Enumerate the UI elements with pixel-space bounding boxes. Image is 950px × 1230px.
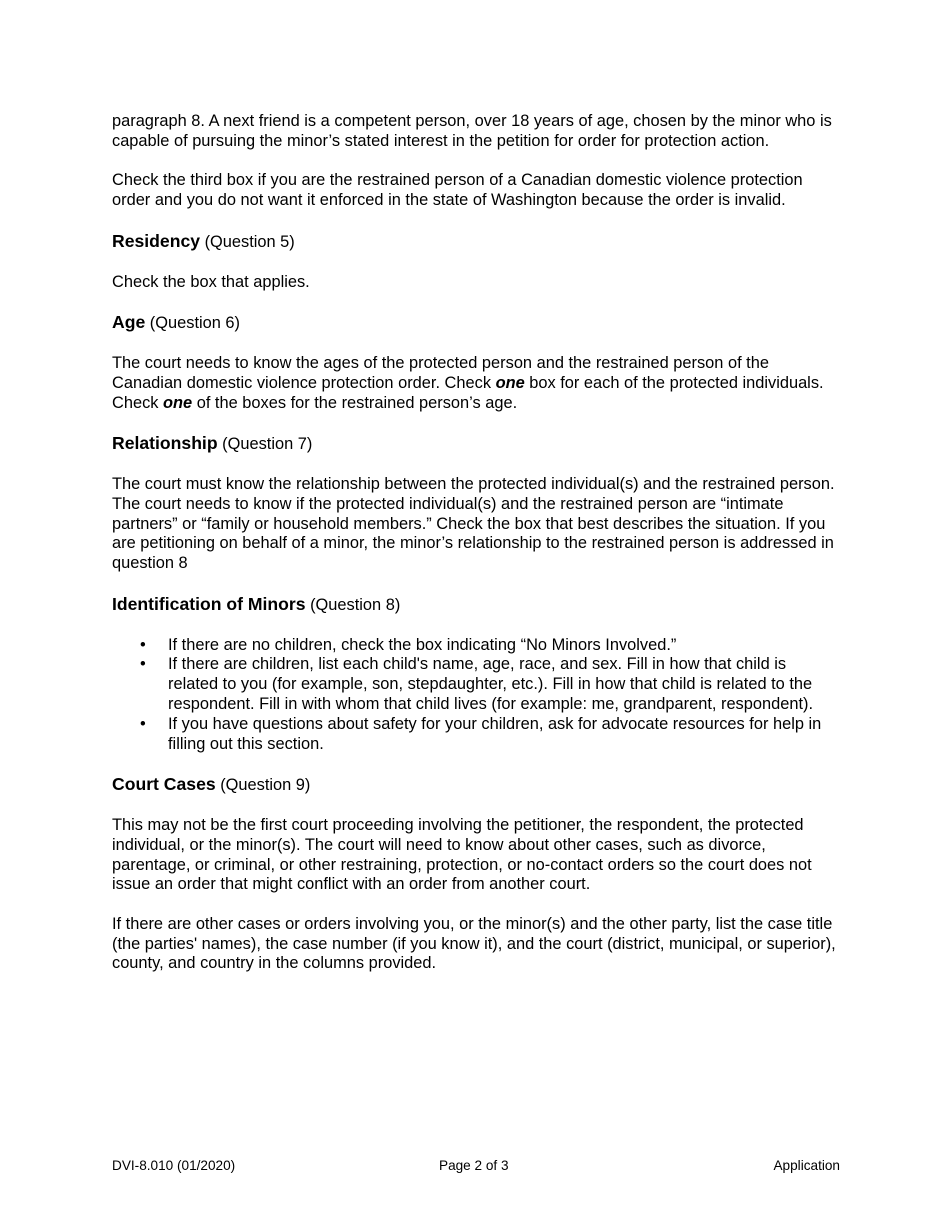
list-item [140,714,840,755]
minors-item-1: If there are no children, check the box indicating “No Minors Involved.” [168,635,677,654]
court-cases-paragraph-1: This may not be the first court proceeding involving the petitioner, the respondent, the protected individual, or the minor(s). The court will need to know about other cases, such as divorce, parentage, or criminal, or other restraining, protection, or no-contact orders so the court does not issue an order that might conflict with an order from another court. [112,815,812,894]
bullet-icon: • [140,655,146,674]
footer-form-id: DVI-8.010 (01/2020) [112,1158,236,1173]
residency-text: Check the box that applies. [112,272,310,291]
age-emphasis-1: one [495,373,525,392]
age-text-a: The court needs to know the ages of the protected person and the restrained person of the Canadian domestic violence protection order. Check [112,353,769,392]
court-cases-paragraph-2: If there are other cases or orders involving you, or the minor(s) and the other party, list the case title (the parties' names), the case number (if you know it), and the court (district, municipal, or superior), county, and country in the columns provided. [112,914,836,973]
minors-list [112,636,840,755]
footer-page-number: Page 2 of 3 [439,1158,509,1173]
minors-heading [112,594,840,616]
residency-title: Residency [112,230,201,251]
age-text-b: box for each of the protected individuals. Check [112,373,824,412]
intro-paragraph-2: Check the third box if you are the restrained person of a Canadian domestic violence protection order and you do not want it enforced in the state of Washington because the order is invalid. [112,171,803,210]
intro-paragraph-1: paragraph 8. A next friend is a competent person, over 18 years of age, chosen by the minor who is capable of pursuing the minor’s stated interest in the petition for order for protection action. [112,112,832,150]
bullet-icon: • [140,635,146,654]
age-title: Age [112,312,146,333]
minors-item-2: If there are children, list each child's name, age, race, and sex. Fill in how that child is related to you (for example, son, stepdaughter, etc.). Fill in how that child is related to the respondent. Fill in with whom that child lives (for example: me, grandparent, respondent). [168,655,814,713]
age-heading [112,312,840,334]
bullet-icon: • [140,714,146,733]
court-cases-title: Court Cases [112,774,216,795]
minors-title: Identification of Minors [112,593,306,614]
age-text-c: of the boxes for the restrained person’s age. [192,393,518,412]
relationship-text: The court must know the relationship between the protected individual(s) and the restrained person. The court needs to know if the protected individual(s) and the restrained person are “intimate partners” or “family or household members.” Check the box that best describes the situation. If you are petitioning on behalf of a minor, the minor’s relationship to the restrained person is addressed in question 8 [112,474,835,573]
relationship-heading [112,433,840,455]
footer-doc-type: Application [773,1158,840,1173]
minors-item-3: If you have questions about safety for your children, ask for advocate resources for help in filling out this section. [168,714,822,753]
residency-heading [112,231,840,253]
list-item [140,635,840,656]
minors-question: (Question 8) [305,595,401,614]
list-item [140,655,840,714]
relationship-title: Relationship [112,433,218,454]
age-text [112,354,840,413]
page-footer [112,1158,840,1174]
court-cases-question: (Question 9) [215,776,311,795]
residency-question: (Question 5) [200,232,295,251]
age-question: (Question 6) [145,314,240,333]
age-emphasis-2: one [163,393,193,412]
court-cases-heading [112,774,840,796]
relationship-question: (Question 7) [217,435,313,454]
page-content [112,112,840,994]
